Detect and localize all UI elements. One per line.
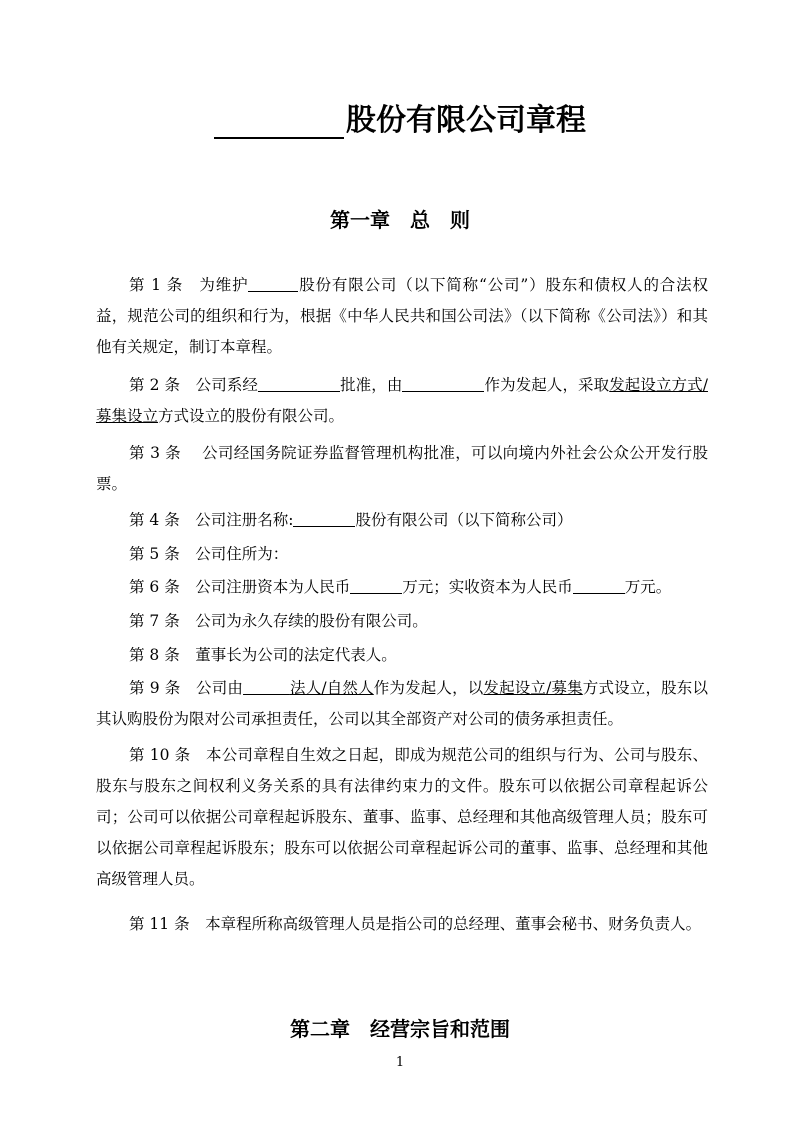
page-number: 1 (395, 1055, 405, 1070)
article-4 (96, 505, 708, 536)
article-text: 公司注册名称: (195, 511, 294, 529)
blank-field (258, 374, 340, 392)
article-1 (96, 270, 708, 363)
article-10 (96, 740, 708, 895)
underlined-option: 法人/自然人 (289, 679, 374, 697)
article-number: 第 11 条 (129, 915, 190, 933)
article-6 (96, 572, 708, 603)
article-text: 万元。 (624, 578, 672, 596)
article-number: 第 4 条 (129, 511, 180, 529)
article-text: 董事长为公司的法定代表人。 (195, 646, 397, 664)
blank-field (293, 509, 355, 527)
article-text: 公司为永久存续的股份有限公司。 (195, 612, 428, 630)
title-text: 股份有限公司章程 (346, 103, 586, 138)
article-text: 公司由 (196, 679, 244, 697)
article-number: 第 1 条 (129, 276, 184, 294)
article-text: 方式设立的股份有限公司。 (158, 407, 345, 425)
article-text: 本公司章程自生效之日起，即成为规范公司的组织与行为、公司与股东、股东与股东之间权利义务关系的具有法律约束力的文件。股东可以依据公司章程起诉公司；公司可以依据公司章程起诉股东、董事、监事、总经理和其他高级管理人员；股东可以依据公司章程起诉股东；股东可以依据公司章程起诉公司的董事、监事、总经理和其他高级管理人员。 (96, 746, 708, 888)
article-3 (96, 438, 708, 500)
title-blank (214, 107, 344, 139)
article-text: 股份有限公司（以下简称公司） (355, 511, 573, 529)
article-text: 方式设立，股东以其认购股份为限对公司承担责任，公司以其全部资产对公司的债务承担责任。 (96, 679, 708, 728)
article-8 (96, 640, 708, 671)
article-text: 股份有限公司（以下简称“公司”）股东和债权人的合法权益，规范公司的组织和行为，根据《中华人民共和国公司法》（以下简称《公司法》）和其他有关规定，制订本章程。 (96, 276, 708, 356)
article-number: 第 3 条 (129, 444, 181, 462)
article-number: 第 10 条 (129, 746, 191, 764)
article-text: 公司住所为： (195, 545, 289, 563)
article-number: 第 8 条 (129, 646, 180, 664)
article-text: 批准，由 (340, 376, 403, 394)
underlined-option: 发起设立/募集 (483, 679, 583, 697)
article-text: 为维护 (199, 276, 249, 294)
article-text: 公司系经 (195, 376, 258, 394)
article-number: 第 2 条 (129, 376, 181, 394)
article-number: 第 9 条 (129, 679, 181, 697)
article-text: 本章程所称高级管理人员是指公司的总经理、董事会秘书、财务负责人。 (205, 915, 702, 933)
article-text: 公司注册资本为人民币 (195, 578, 351, 596)
article-7 (96, 606, 708, 637)
underlined-option: 发起设立方式/募集设立 (96, 376, 708, 425)
article-text: 作为发起人，以 (373, 679, 484, 697)
blank-field (350, 576, 402, 594)
document-title (0, 95, 800, 139)
article-number: 第 7 条 (129, 612, 180, 630)
chapter-2-heading: 第二章 经营宗旨和范围 (290, 1017, 510, 1041)
blank-field (248, 274, 298, 292)
article-text: 万元；实收资本为人民币 (402, 578, 573, 596)
article-11 (96, 909, 708, 940)
article-text: 公司经国务院证券监督管理机构批准，可以向境内外社会公众公开发行股票。 (96, 444, 708, 493)
article-9 (96, 673, 708, 735)
article-2 (96, 370, 708, 432)
blank-field (573, 576, 625, 594)
article-number: 第 6 条 (129, 578, 180, 596)
article-number: 第 5 条 (129, 545, 180, 563)
article-5 (96, 539, 708, 570)
blank-field (402, 374, 484, 392)
chapter-1-heading: 第一章 总 则 (330, 208, 470, 232)
article-text: 作为发起人，采取 (484, 376, 610, 394)
